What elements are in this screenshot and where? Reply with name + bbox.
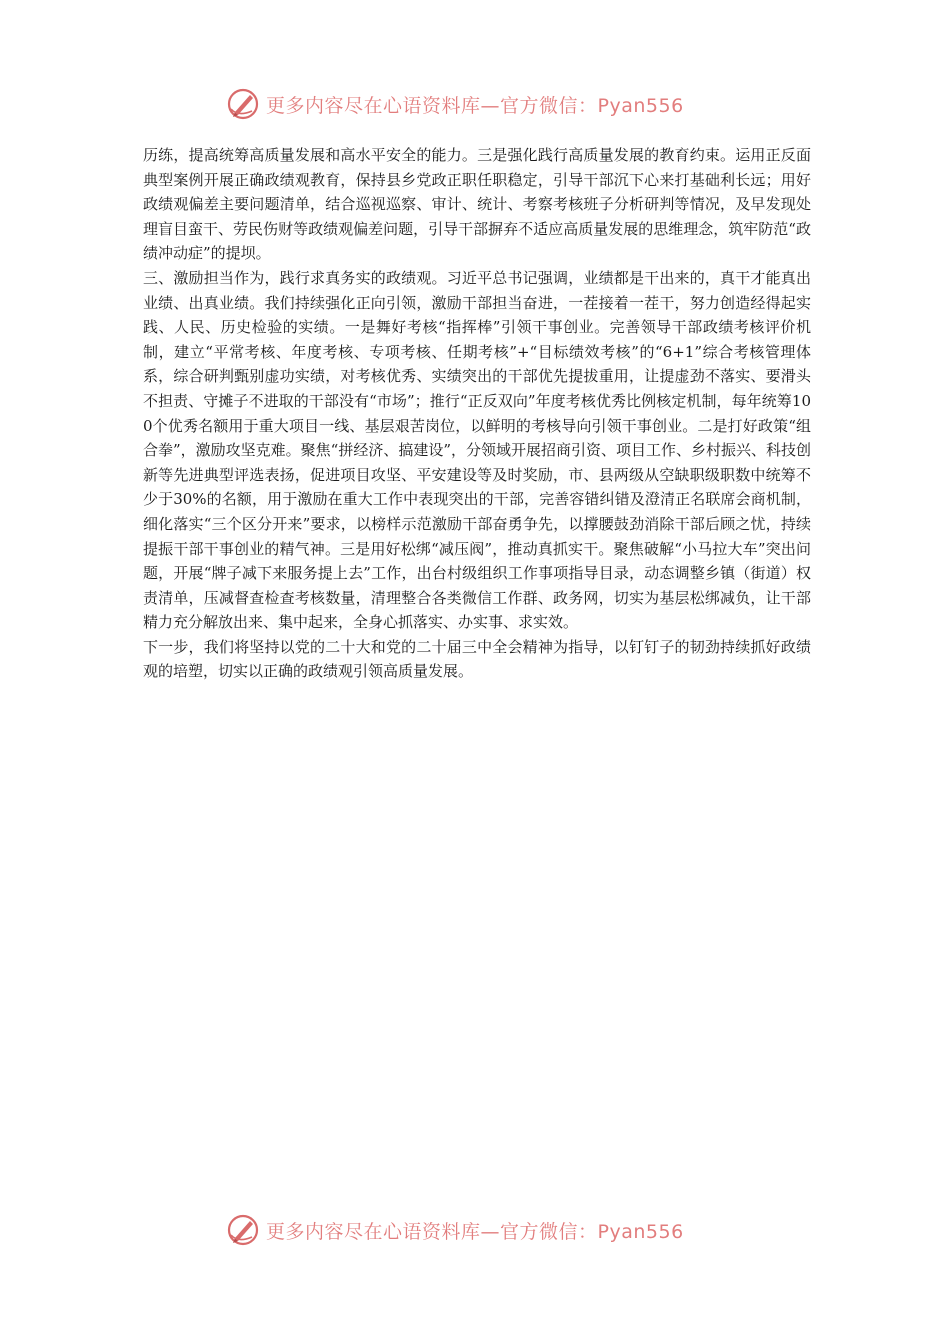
- document-body: [143, 143, 811, 684]
- paragraph-2: 三、激励担当作为，践行求真务实的政绩观。习近平总书记强调，业绩都是干出来的，真干才能真出业绩、出真业绩。我们持续强化正向引领，激励干部担当奋进，一茬接着一茬干，努力创造经得起实践、人民、历史检验的实绩。一是舞好考核“指挥棒”引领干事创业。完善领导干部政绩考核评价机制，建立“平常考核、年度考核、专项考核、任期考核”+“目标绩效考核”的“6+1”综合考核管理体系，综合研判甄别虚功实绩，对考核优秀、实绩突出的干部优先提拔重用，让提虚劲不落实、要滑头不担责、守摊子不进取的干部没有“市场”；推行“正反双向”年度考核优秀比例核定机制，每年统筹100个优秀名额用于重大项目一线、基层艰苦岗位，以鲜明的考核导向引领干事创业。二是打好政策“组合拳”，激励攻坚克难。聚焦“拼经济、搞建设”，分领域开展招商引资、项目工作、乡村振兴、科技创新等先进典型评选表扬，促进项目攻坚、平安建设等及时奖励，市、县两级从空缺职级职数中统筹不少于30%的名额，用于激励在重大工作中表现突出的干部，完善容错纠错及澄清正名联席会商机制，细化落实“三个区分开来”要求，以榜样示范激励干部奋勇争先，以撑腰鼓劲消除干部后顾之忧，持续提振干部干事创业的精气神。三是用好松绑“减压阀”，推动真抓实干。聚焦破解“小马拉大车”突出问题，开展“牌子减下来服务提上去”工作，出台村级组织工作事项指导目录，动态调整乡镇（街道）权责清单，压减督查检查考核数量，清理整合各类微信工作群、政务网，切实为基层松绑减负，让干部精力充分解放出来、集中起来，全身心抓落实、办实事、求实效。: [143, 268, 812, 632]
- paragraph-3: 下一步，我们将坚持以党的二十大和党的二十届三中全会精神为指导，以钉钉子的韧劲持续抓好政绩观的培塑，切实以正确的政绩观引领高质量发展。: [143, 637, 811, 681]
- header-watermark: [226, 84, 746, 124]
- watermark-text: 更多内容尽在心语资料库—官方微信：Pyan556: [266, 94, 684, 117]
- watermark-text: 更多内容尽在心语资料库—官方微信：Pyan556: [266, 1220, 684, 1243]
- pen-logo-icon: [226, 1213, 260, 1247]
- paragraph-1: 历练，提高统筹高质量发展和高水平安全的能力。三是强化践行高质量发展的教育约束。运用正反面典型案例开展正确政绩观教育，保持县乡党政正职任职稳定，引导干部沉下心来打基础利长远；用好政绩观偏差主要问题清单，结合巡视巡察、审计、统计、考察考核班子分析研判等情况，及早发现处理盲目蛮干、劳民伤财等政绩观偏差问题，引导干部摒弃不适应高质量发展的思维理念，筑牢防范“政绩冲动症”的提坝。: [143, 146, 811, 263]
- footer-watermark: [226, 1210, 746, 1250]
- pen-logo-icon: [226, 87, 260, 121]
